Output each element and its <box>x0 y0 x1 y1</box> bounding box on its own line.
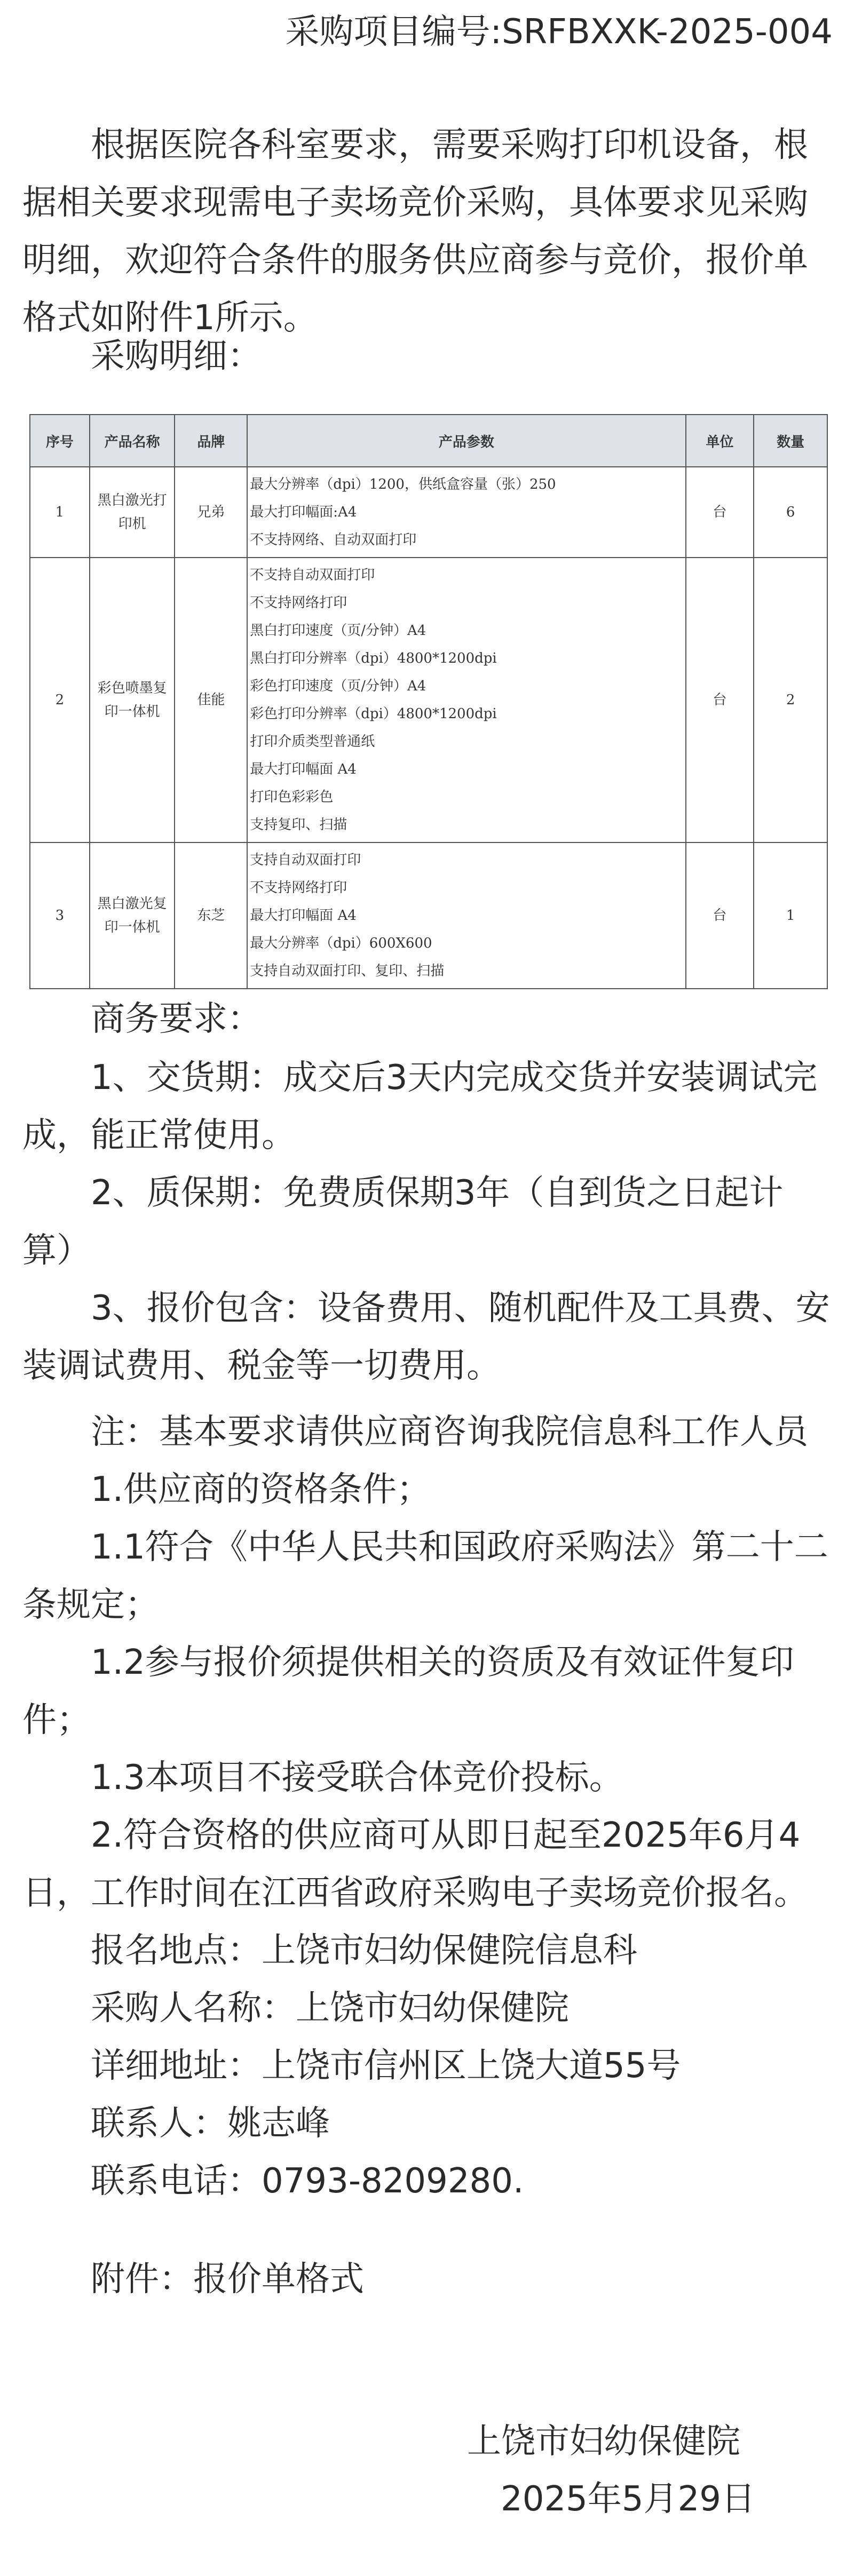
cell-qty: 6 <box>754 467 827 558</box>
param-line: 黑白打印分辨率（dpi）4800*1200dpi <box>250 650 497 666</box>
business-heading: 商务要求： <box>91 999 262 1039</box>
param-line: 彩色打印分辨率（dpi）4800*1200dpi <box>250 706 497 722</box>
cell-unit: 台 <box>686 467 754 558</box>
param-line: 不支持自动双面打印 <box>250 567 375 583</box>
param-line: 打印色彩彩色 <box>250 789 334 805</box>
attachment-note: 附件：报价单格式 <box>91 2260 364 2299</box>
cell-params <box>247 842 685 989</box>
procurement-table <box>29 414 828 989</box>
cell-name: 黑白激光复印一体机 <box>90 842 175 989</box>
notes-section <box>22 1403 834 2210</box>
cell-params <box>247 467 685 558</box>
param-line: 支持自动双面打印 <box>250 852 361 868</box>
note-line: 1.2参与报价须提供相关的资质及有效证件复印件； <box>22 1643 794 1740</box>
cell-no: 2 <box>30 558 90 842</box>
param-line: 最大打印幅面:A4 <box>250 504 357 520</box>
param-line: 不支持网络打印 <box>250 880 347 896</box>
param-line: 最大打印幅面 A4 <box>250 761 357 777</box>
header-brand: 品牌 <box>175 415 247 467</box>
signature-date: 2025年5月29日 <box>501 2479 756 2519</box>
intro-section <box>22 116 834 347</box>
table-row <box>30 842 827 989</box>
param-line: 彩色打印速度（页/分钟）A4 <box>250 678 426 694</box>
business-item: 3、报价包含：设备费用、随机配件及工具费、安装调试费用、税金等一切费用。 <box>22 1289 830 1386</box>
header-unit: 单位 <box>686 415 754 467</box>
note-line: 联系人：姚志峰 <box>91 2104 330 2143</box>
cell-no: 1 <box>30 467 90 558</box>
cell-brand: 佳能 <box>175 558 247 842</box>
note-line: 1.3本项目不接受联合体竞价投标。 <box>91 1758 623 1798</box>
header-no: 序号 <box>30 415 90 467</box>
param-line: 支持自动双面打印、复印、扫描 <box>250 963 445 979</box>
note-line: 1.1符合《中华人民共和国政府采购法》第二十二条规定； <box>22 1528 828 1625</box>
cell-name: 彩色喷墨复印一体机 <box>90 558 175 842</box>
cell-no: 3 <box>30 842 90 989</box>
cell-params <box>247 558 685 842</box>
cell-unit: 台 <box>686 558 754 842</box>
header-name: 产品名称 <box>90 415 175 467</box>
project-number: 采购项目编号:SRFBXXK-2025-004 <box>285 12 833 52</box>
param-line: 支持复印、扫描 <box>250 817 347 833</box>
business-item: 1、交货期：成交后3天内完成交货并安装调试完成，能正常使用。 <box>22 1058 818 1155</box>
note-line: 采购人名称：上饶市妇幼保健院 <box>91 1989 569 2028</box>
note-line: 详细地址：上饶市信州区上饶大道55号 <box>91 2046 681 2086</box>
detail-heading: 采购明细： <box>91 337 262 376</box>
param-line: 不支持网络打印 <box>250 595 347 611</box>
intro-paragraph: 根据医院各科室要求，需要采购打印机设备，根据相关要求现需电子卖场竞价采购，具体要求见采购明细，欢迎符合条件的服务供应商参与竞价，报价单格式如附件1所示。 <box>22 125 808 338</box>
cell-brand: 兄弟 <box>175 467 247 558</box>
business-requirements <box>22 1049 834 1395</box>
param-line: 打印介质类型普通纸 <box>250 734 375 750</box>
note-line: 注：基本要求请供应商咨询我院信息科工作人员 <box>91 1412 808 1452</box>
header-params: 产品参数 <box>247 415 685 467</box>
note-line: 2.符合资格的供应商可从即日起至2025年6月4日，工作时间在江西省政府采购电子卖场竞价报名。 <box>22 1816 808 1913</box>
cell-brand: 东芝 <box>175 842 247 989</box>
param-line: 最大分辨率（dpi）600X600 <box>250 935 432 951</box>
param-line: 最大分辨率（dpi）1200，供纸盒容量（张）250 <box>250 476 556 492</box>
cell-qty: 2 <box>754 558 827 842</box>
table-row <box>30 558 827 842</box>
cell-qty: 1 <box>754 842 827 989</box>
param-line: 黑白打印速度（页/分钟）A4 <box>250 623 426 639</box>
note-line: 1.供应商的资格条件； <box>91 1470 431 1509</box>
note-line: 报名地点：上饶市妇幼保健院信息科 <box>91 1931 637 1970</box>
table-header-row <box>30 415 827 467</box>
signature-org: 上饶市妇幼保健院 <box>467 2422 740 2461</box>
note-line: 联系电话：0793-8209280. <box>91 2161 524 2201</box>
cell-unit: 台 <box>686 842 754 989</box>
header-qty: 数量 <box>754 415 827 467</box>
business-item: 2、质保期：免费质保期3年（自到货之日起计算） <box>22 1173 784 1270</box>
cell-name: 黑白激光打印机 <box>90 467 175 558</box>
param-line: 不支持网络、自动双面打印 <box>250 532 417 548</box>
table-row <box>30 467 827 558</box>
param-line: 最大打印幅面 A4 <box>250 908 357 924</box>
